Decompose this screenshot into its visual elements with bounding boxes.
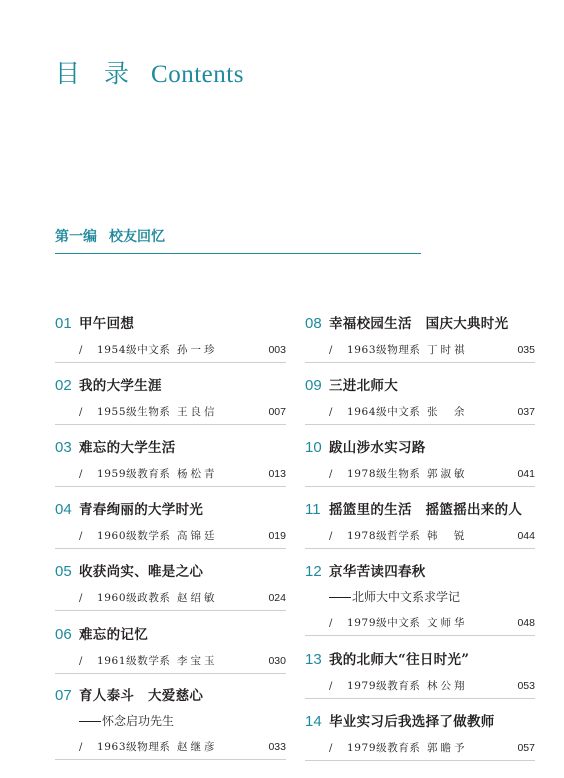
- toc-entry[interactable]: [305, 560, 535, 636]
- entry-title[interactable]: 毕业实习后我选择了做教师: [329, 714, 495, 730]
- entry-title[interactable]: 跋山涉水实习路: [329, 440, 426, 456]
- entry-department: 1961级数学系: [97, 655, 171, 667]
- entry-page-number[interactable]: 007: [268, 406, 286, 418]
- entry-meta: [305, 615, 535, 636]
- entry-number: 11: [305, 501, 321, 518]
- entry-meta: [305, 740, 535, 761]
- entry-slash: /: [79, 593, 83, 604]
- entry-meta: [55, 404, 286, 425]
- entry-number: 04: [55, 501, 72, 518]
- page-title: [55, 54, 244, 90]
- entry-page-number[interactable]: 037: [517, 406, 535, 418]
- em-dash: [79, 721, 101, 722]
- entry-slash: /: [329, 681, 333, 692]
- entry-heading: [305, 648, 535, 668]
- entry-meta: [55, 466, 286, 487]
- entry-heading: [305, 374, 535, 394]
- toc-entry[interactable]: [55, 623, 286, 674]
- entry-heading: [305, 436, 535, 456]
- entry-title[interactable]: 难忘的记忆: [79, 627, 148, 643]
- entry-title[interactable]: 难忘的大学生活: [79, 440, 176, 456]
- entry-number: 06: [55, 626, 72, 643]
- entry-title[interactable]: 摇篮里的生活 摇篮摇出来的人: [329, 502, 523, 518]
- entry-slash: /: [79, 742, 83, 753]
- entry-title[interactable]: 甲午回想: [79, 316, 135, 332]
- entry-meta: [305, 342, 535, 363]
- entry-page-number[interactable]: 024: [268, 592, 286, 604]
- entry-department: 1978级哲学系: [347, 530, 421, 542]
- entry-department: 1964级中文系: [347, 406, 421, 418]
- entry-author: 丁时祺: [427, 344, 468, 356]
- entry-author: 郭瞻予: [427, 742, 468, 754]
- entry-department: 1979级中文系: [347, 617, 421, 629]
- entry-page-number[interactable]: 041: [517, 468, 535, 480]
- entry-title[interactable]: 我的大学生涯: [79, 378, 162, 394]
- entry-author: 文师华: [427, 617, 468, 629]
- entry-department: 1955级生物系: [97, 406, 171, 418]
- entry-page-number[interactable]: 053: [517, 680, 535, 692]
- entry-meta: [55, 590, 286, 611]
- entry-page-number[interactable]: 044: [517, 530, 535, 542]
- section-heading: [55, 226, 421, 254]
- entry-page-number[interactable]: 003: [268, 344, 286, 356]
- title-english: Contents: [151, 61, 244, 88]
- em-dash: [329, 597, 351, 598]
- entry-title[interactable]: 我的北师大“往日时光”: [329, 652, 470, 668]
- entry-number: 10: [305, 439, 322, 456]
- entry-department: 1978级生物系: [347, 468, 421, 480]
- entry-page-number[interactable]: 019: [268, 530, 286, 542]
- entry-department: 1979级教育系: [347, 680, 421, 692]
- entry-heading: [55, 684, 286, 704]
- entry-number: 02: [55, 377, 72, 394]
- entry-slash: /: [329, 345, 333, 356]
- entry-subtitle-text: 怀念启功先生: [102, 714, 175, 728]
- title-char-2: 录: [104, 61, 130, 88]
- entry-department: 1963级物理系: [347, 344, 421, 356]
- entry-page-number[interactable]: 013: [268, 468, 286, 480]
- entry-department: 1960级政教系: [97, 592, 171, 604]
- entry-title[interactable]: 收获尚实、唯是之心: [79, 564, 204, 580]
- entry-meta: [305, 466, 535, 487]
- entry-slash: /: [329, 743, 333, 754]
- toc-entry[interactable]: [55, 312, 286, 363]
- entry-heading: [55, 560, 286, 580]
- entry-author: 杨松青: [177, 468, 218, 480]
- entry-heading: [55, 623, 286, 643]
- entry-title[interactable]: 三进北师大: [329, 378, 398, 394]
- entry-title[interactable]: 青春绚丽的大学时光: [79, 502, 204, 518]
- entry-heading: [55, 312, 286, 332]
- entry-heading: [305, 710, 535, 730]
- entry-page-number[interactable]: 035: [517, 344, 535, 356]
- toc-entry[interactable]: [305, 436, 535, 487]
- entry-slash: /: [79, 531, 83, 542]
- entry-meta: [305, 404, 535, 425]
- entry-author: 张 余: [427, 406, 468, 418]
- entry-department: 1959级教育系: [97, 468, 171, 480]
- entry-title[interactable]: 京华苦读四春秋: [329, 564, 426, 580]
- entry-department: 1979级教育系: [347, 742, 421, 754]
- toc-entry[interactable]: [305, 498, 535, 549]
- entry-slash: /: [329, 531, 333, 542]
- entry-number: 12: [305, 563, 322, 580]
- entry-slash: /: [329, 469, 333, 480]
- entry-author: 林公翔: [427, 680, 468, 692]
- entry-slash: /: [329, 618, 333, 629]
- toc-entry[interactable]: [55, 374, 286, 425]
- entry-number: 08: [305, 315, 322, 332]
- entry-meta: [55, 653, 286, 674]
- entry-page-number[interactable]: 033: [268, 741, 286, 753]
- entry-subtitle-text: 北师大中文系求学记: [352, 590, 461, 604]
- entry-number: 05: [55, 563, 72, 580]
- entry-author: 赵继彦: [177, 741, 218, 753]
- entry-heading: [55, 436, 286, 456]
- entry-author: 韩 锐: [427, 530, 468, 542]
- entry-slash: /: [79, 407, 83, 418]
- toc-entry[interactable]: [55, 684, 286, 760]
- entry-slash: /: [329, 407, 333, 418]
- entry-page-number[interactable]: 030: [268, 655, 286, 667]
- entry-heading: [305, 498, 535, 518]
- toc-entry[interactable]: [305, 312, 535, 363]
- toc-entry[interactable]: [55, 436, 286, 487]
- entry-number: 09: [305, 377, 322, 394]
- entry-author: 高锦廷: [177, 530, 218, 542]
- toc-entry[interactable]: [305, 710, 535, 761]
- entry-author: 王良信: [177, 406, 218, 418]
- toc-entry[interactable]: [305, 648, 535, 699]
- entry-author: 赵绍敏: [177, 592, 218, 604]
- entry-heading: [305, 560, 535, 580]
- entry-author: 郭淑敏: [427, 468, 468, 480]
- toc-entry[interactable]: [55, 498, 286, 549]
- entry-slash: /: [79, 656, 83, 667]
- entry-slash: /: [79, 345, 83, 356]
- entry-author: 孙一珍: [177, 344, 218, 356]
- entry-slash: /: [79, 469, 83, 480]
- entry-heading: [305, 312, 535, 332]
- entry-subtitle: [329, 588, 535, 605]
- entry-meta: [55, 739, 286, 760]
- section-name: 校友回忆: [109, 229, 165, 245]
- entry-number: 01: [55, 315, 72, 332]
- entry-number: 13: [305, 651, 322, 668]
- entry-heading: [55, 374, 286, 394]
- entry-meta: [55, 528, 286, 549]
- entry-page-number[interactable]: 057: [517, 742, 535, 754]
- section-part: 第一编: [55, 229, 97, 245]
- entry-department: 1963级物理系: [97, 741, 171, 753]
- entry-number: 14: [305, 713, 322, 730]
- title-char-1: 目: [55, 61, 81, 88]
- entry-page-number[interactable]: 048: [517, 617, 535, 629]
- entry-department: 1954级中文系: [97, 344, 171, 356]
- entry-title[interactable]: 育人泰斗 大爱慈心: [79, 688, 204, 704]
- entry-number: 07: [55, 687, 72, 704]
- toc-entry[interactable]: [55, 560, 286, 611]
- entry-subtitle: [79, 712, 286, 729]
- entry-title[interactable]: 幸福校园生活 国庆大典时光: [329, 316, 509, 332]
- entry-author: 李宝玉: [177, 655, 218, 667]
- entry-meta: [55, 342, 286, 363]
- toc-entry[interactable]: [305, 374, 535, 425]
- entry-heading: [55, 498, 286, 518]
- entry-meta: [305, 678, 535, 699]
- entry-department: 1960级数学系: [97, 530, 171, 542]
- entry-meta: [305, 528, 535, 549]
- entry-number: 03: [55, 439, 72, 456]
